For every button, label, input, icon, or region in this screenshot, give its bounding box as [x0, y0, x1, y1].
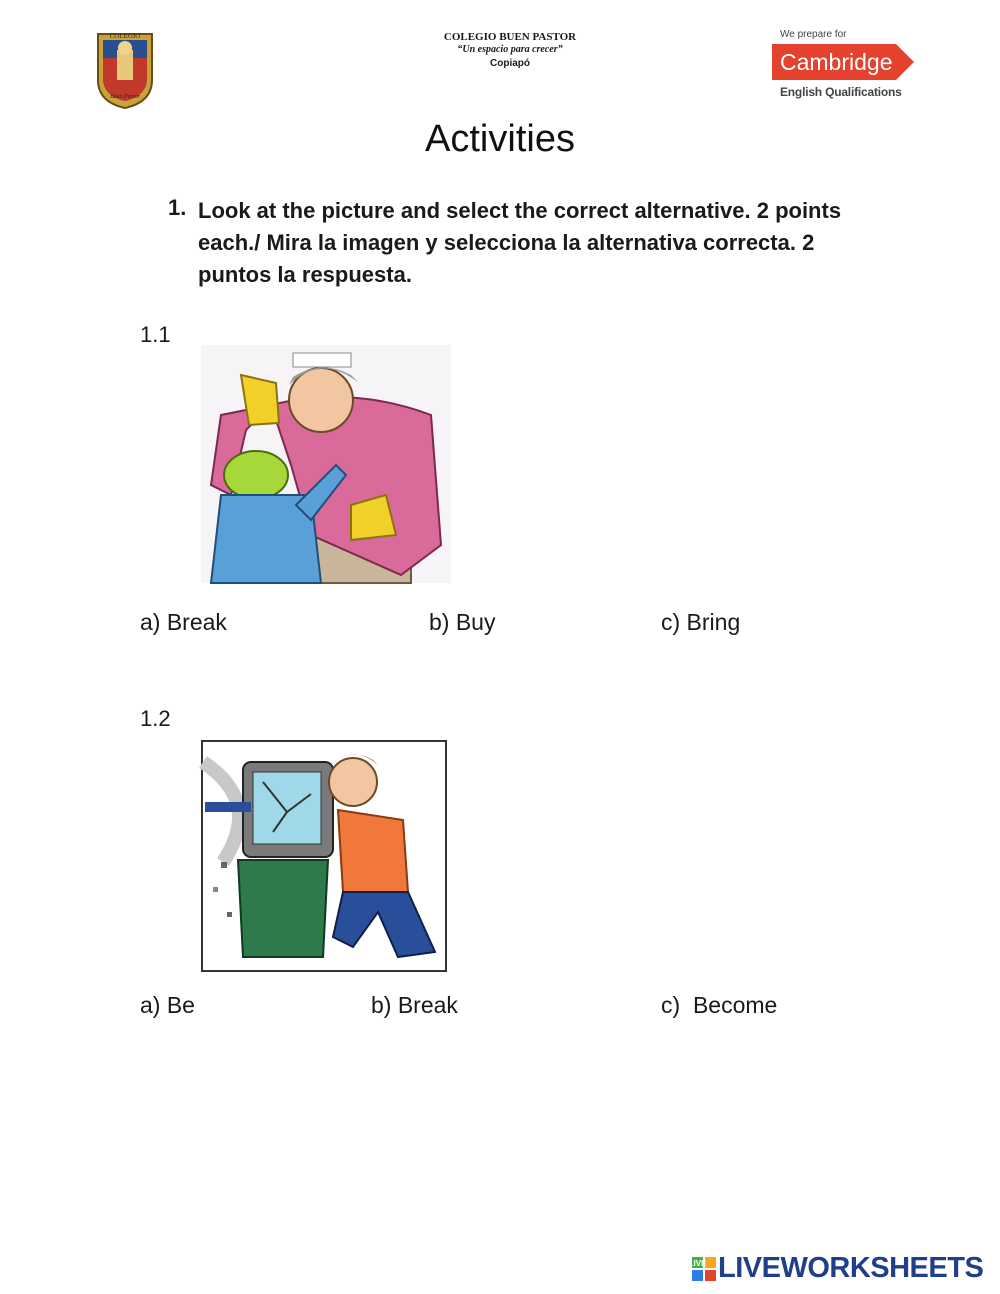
- instruction-number: 1.: [168, 195, 187, 220]
- question-image-shopkeeper: [201, 345, 451, 583]
- cambridge-subtitle: English Qualifications: [780, 85, 902, 99]
- svg-text:COLEGIO: COLEGIO: [109, 32, 141, 40]
- cambridge-prefix: We prepare for: [780, 29, 847, 40]
- option-c[interactable]: c) Bring: [661, 609, 741, 635]
- liveworksheets-brand[interactable]: LIVEWORKSHEETS: [718, 1252, 984, 1284]
- option-b[interactable]: b) Break: [371, 992, 458, 1018]
- question-number: 1.2: [140, 706, 171, 731]
- liveworksheets-logo-icon: [688, 1257, 716, 1281]
- svg-text:Cambridge: Cambridge: [780, 49, 893, 75]
- option-a[interactable]: a) Be: [140, 992, 195, 1018]
- question-image-broken-tv: [201, 740, 447, 972]
- option-c[interactable]: c) Become: [661, 992, 778, 1018]
- school-city: Copiapó: [490, 58, 530, 69]
- svg-text:Buen Pastor: Buen Pastor: [110, 94, 140, 100]
- school-motto: “Un espacio para crecer”: [457, 44, 563, 55]
- option-a[interactable]: a) Break: [140, 609, 227, 635]
- school-crest-logo: [94, 28, 156, 110]
- option-b[interactable]: b) Buy: [429, 609, 496, 635]
- page-title: Activities: [425, 118, 575, 160]
- svg-text:LIVE: LIVE: [688, 1259, 707, 1268]
- cambridge-logo: [772, 44, 914, 80]
- school-name: COLEGIO BUEN PASTOR: [443, 31, 577, 43]
- instruction-text: Look at the picture and select the correct alternative. 2 points each./ Mira la imagen y selecciona la alternativa correcta. 2 puntos la respuesta.: [198, 198, 842, 287]
- question-number: 1.1: [140, 322, 171, 347]
